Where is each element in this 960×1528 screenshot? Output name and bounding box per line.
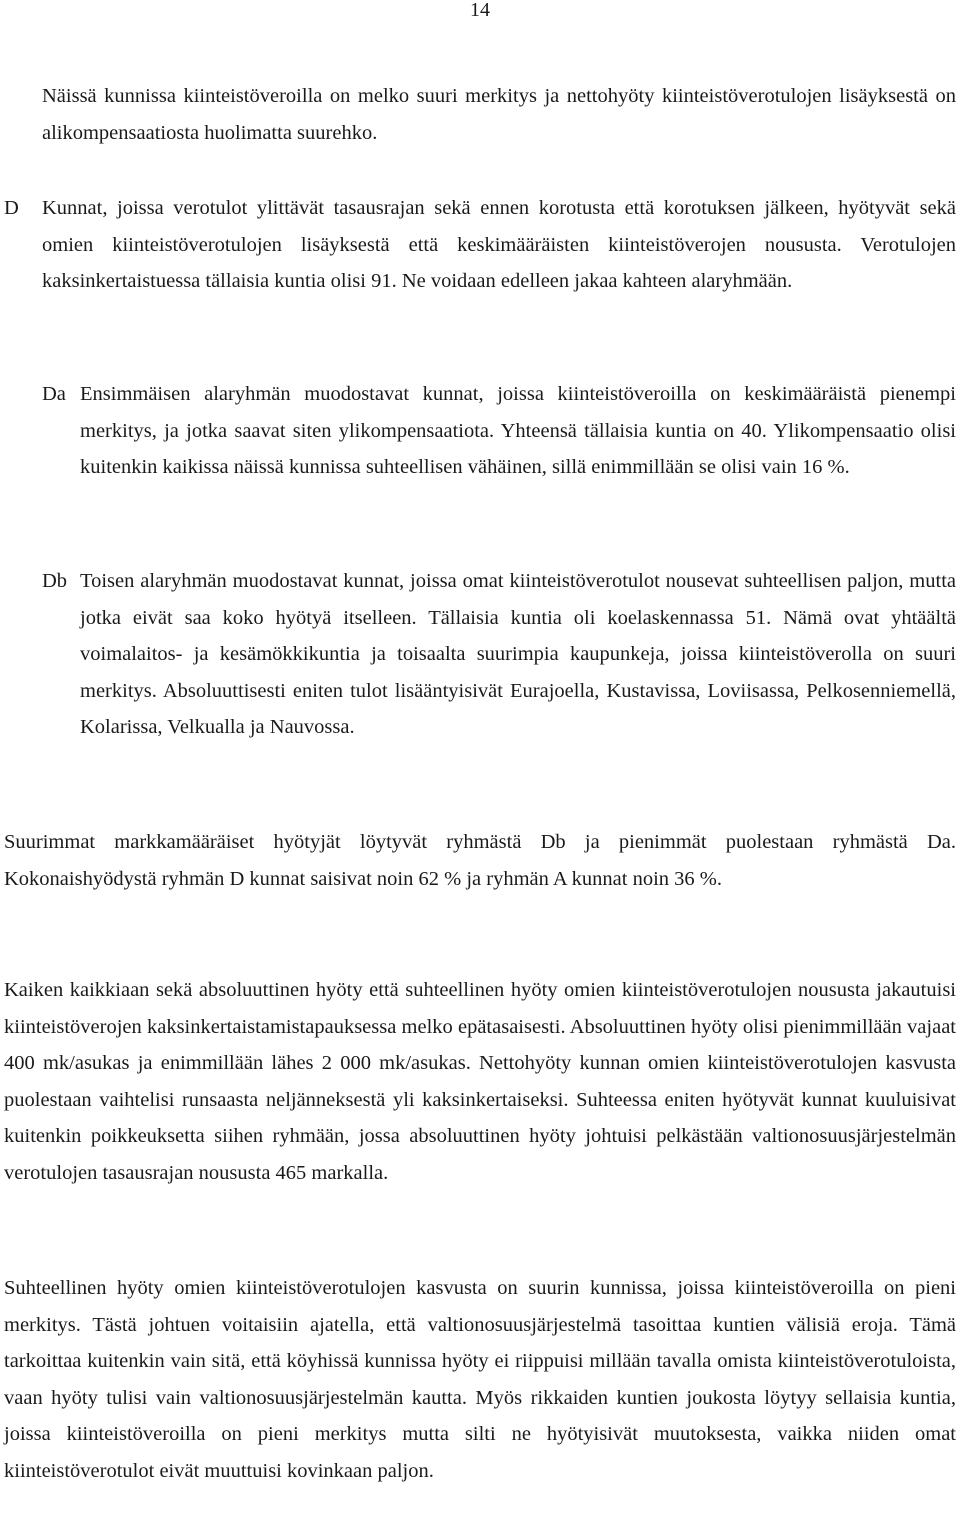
group-da-paragraph: Ensimmäisen alaryhmän muodostavat kunnat, joissa kiinteistöveroilla on keskimääräistä pienempi merkitys, ja jotka saavat siten ylikompensaatiota. Yhteensä tällaisia kuntia on 40. Ylikompensaatio olisi kuitenkin kaikissa näissä kunnissa suhteellisen vähäinen, sillä enimmillään se olisi vain 16 %. xyxy=(80,383,956,478)
group-db-paragraph: Toisen alaryhmän muodostavat kunnat, joissa omat kiinteistöverotulot nousevat suhteellisen paljon, mutta jotka eivät saa koko hyötyä itselleen. Tällaisia kuntia oli koelaskennassa 51. Nämä ovat yhtäältä voimalaitos- ja kesämökkikuntia ja toisaalta suurimpia kaupunkeja, joissa kiinteistöverolla on suuri merkitys. Absoluuttisesti eniten tulot lisääntyisivät Eurajoella, Kustavissa, Loviisassa, Pelkosenniemellä, Kolarissa, Velkualla ja Nauvossa. xyxy=(80,570,956,738)
group-da-label: Da xyxy=(42,383,66,405)
group-d-label: D xyxy=(4,197,19,219)
group-db-label: Db xyxy=(42,570,68,592)
intro-paragraph: Näissä kunnissa kiinteistöveroilla on melko suuri merkitys ja nettohyöty kiinteistöverotulojen lisäyksestä on alikompensaatiosta huolimatta suurehko. xyxy=(42,85,956,144)
relative-benefit-paragraph: Suhteellinen hyöty omien kiinteistöverotulojen kasvusta on suurin kunnissa, joissa kiinteistöveroilla on pieni merkitys. Tästä johtuen voitaisiin ajatella, että valtionosuusjärjestelmä tasoittaa kuntien välisiä eroja. Tämä tarkoittaa kuitenkin vain sitä, että köyhissä kunnissa hyöty ei riippuisi millään tavalla omista kiinteistöverotuloista, vaan hyöty tulisi vain valtionosuusjärjestelmän kautta. Myös rikkaiden kuntien joukosta löytyy sellaisia kuntia, joissa kiinteistöveroilla on pieni merkitys mutta silti ne hyötyisivät muutoksesta, vaikka niiden omat kiinteistöverotulot eivät muuttuisi kovinkaan paljon. xyxy=(4,1277,956,1482)
distribution-paragraph: Kaiken kaikkiaan sekä absoluuttinen hyöty että suhteellinen hyöty omien kiinteistöverotulojen noususta jakautuisi kiinteistöverojen kaksinkertaistamistapauksessa melko epätasaisesti. Absoluuttinen hyöty olisi pienimmillään vajaat 400 mk/asukas ja enimmillään lähes 2 000 mk/asukas. Nettohyöty kunnan omien kiinteistöverotulojen kasvusta puolestaan vaihtelisi runsaasta neljänneksestä yli kaksinkertaiseksi. Suhteessa eniten hyötyvät kunnat kuuluisivat kuitenkin poikkeuksetta siihen ryhmään, jossa absoluuttinen hyöty johtuisi pelkästään valtionosuusjärjestelmän verotulojen tasausrajan noususta 465 markalla. xyxy=(4,979,956,1184)
group-d-paragraph: Kunnat, joissa verotulot ylittävät tasausrajan sekä ennen korotusta että korotuksen jälkeen, hyötyvät sekä omien kiinteistöverotulojen lisäyksestä että keskimääräisten kiinteistöverojen noususta. Verotulojen kaksinkertaistuessa tällaisia kuntia olisi 91. Ne voidaan edelleen jakaa kahteen alaryhmään. xyxy=(42,197,956,292)
summary-paragraph: Suurimmat markkamääräiset hyötyjät löytyvät ryhmästä Db ja pienimmät puolestaan ryhmästä Da. Kokonaishyödystä ryhmän D kunnat saisivat noin 62 % ja ryhmän A kunnat noin 36 %. xyxy=(4,831,956,890)
page-number: 14 xyxy=(470,0,490,21)
